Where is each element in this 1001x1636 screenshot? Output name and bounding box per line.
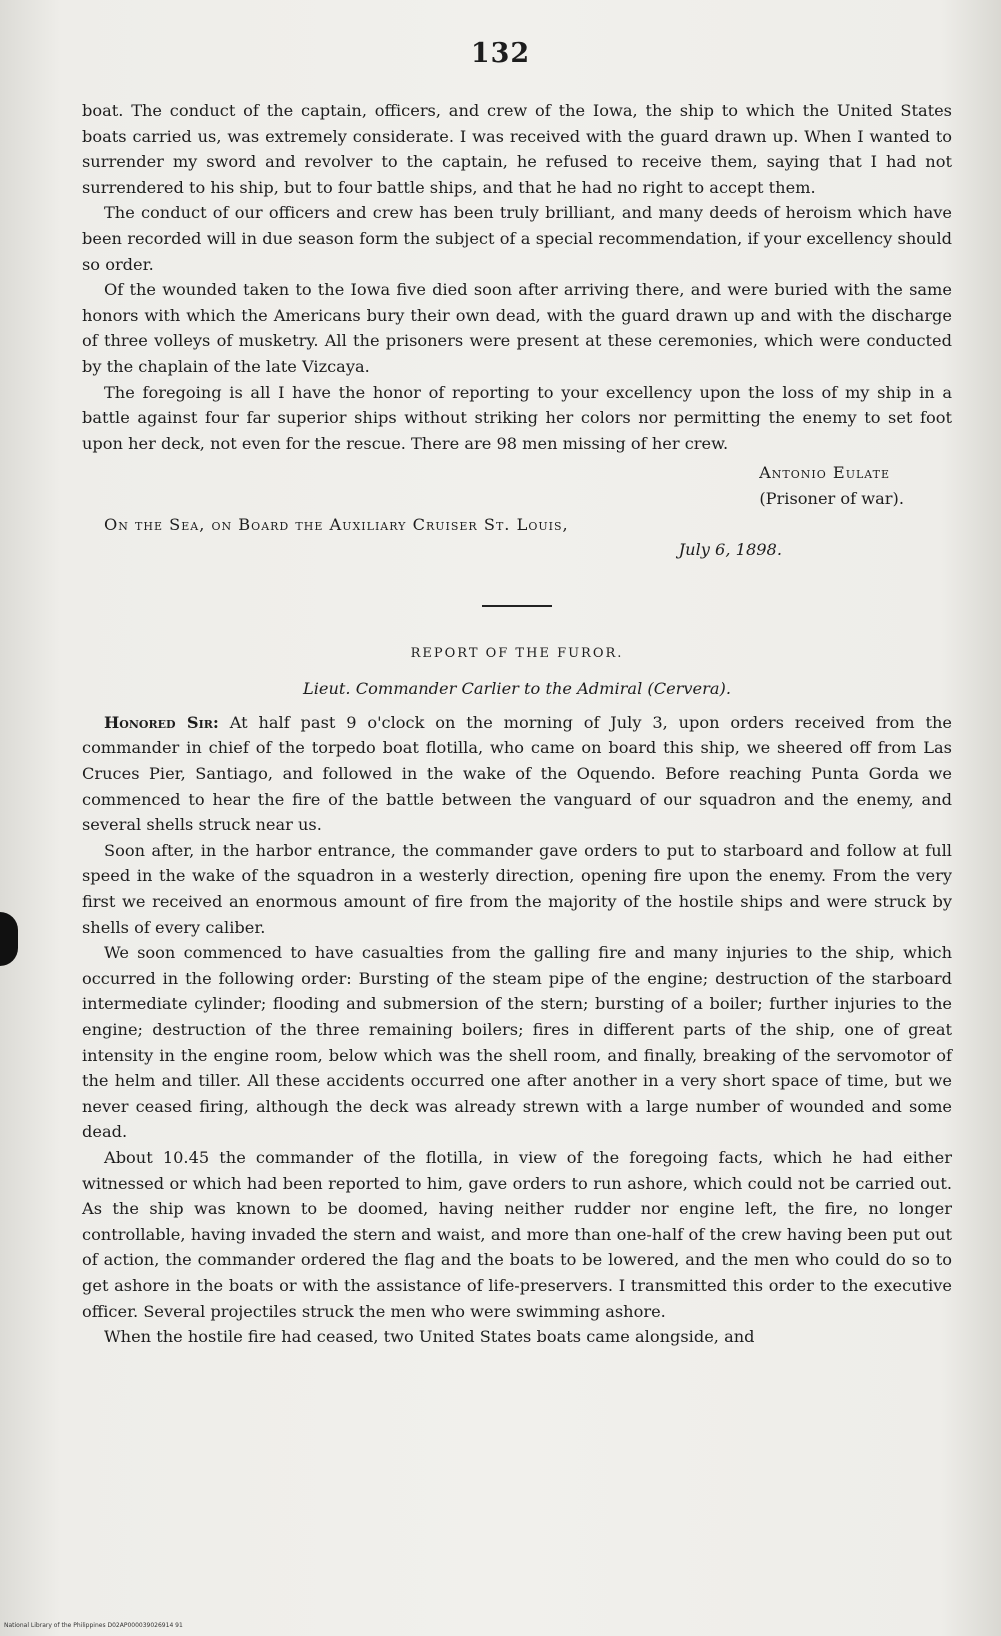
paragraph: The conduct of our officers and crew has been truly brilliant, and many deeds of heroism which have been recorded will in due season form the subject of a special recommendation, if your excellency should so order. [82, 203, 952, 274]
body-text [82, 98, 952, 1350]
section-divider [482, 605, 552, 607]
paragraph: When the hostile fire had ceased, two United States boats came alongside, and [104, 1327, 755, 1347]
scan-footer-reference: National Library of the Philippines D02AP000039026914 91 [4, 1622, 183, 1629]
report-title: REPORT OF THE FUROR. [410, 645, 624, 661]
paragraph: boat. The conduct of the captain, officers, and crew of the Iowa, the ship to which the United States boats carried us, was extremely considerate. I was received with the guard drawn up. When I wanted to surrender my sword and revolver to the captain, he refused to receive them, saying that I had not surrendered to his ship, but to four battle ships, and that he had no right to accept them. [82, 101, 952, 197]
salutation: Honored Sir: [104, 712, 219, 732]
place-line: On the Sea, on Board the Auxiliary Cruiser St. Louis, [104, 514, 569, 534]
paragraph [82, 710, 952, 838]
paragraph: We soon commenced to have casualties from the galling fire and many injuries to the ship, which occurred in the following order: Bursting of the steam pipe of the engine; destruction of the starboard intermediate cylinder; flooding and submersion of the stern; bursting of a boiler; further injuries to the engine; destruction of the three remaining boilers; fires in different parts of the ship, one of great intensity in the engine room, below which was the shell room, and finally, breaking of the servomotor of the helm and tiller. All these accidents occurred one after another in a very short space of time, but we never ceased firing, although the deck was already strewn with a large number of wounded and some dead. [82, 943, 952, 1142]
paragraph: Of the wounded taken to the Iowa five died soon after arriving there, and were buried with the same honors with which the Americans bury their own dead, with the guard drawn up and with the discharge of three volleys of musketry. All the prisoners were present at these ceremonies, which were conducted by the chaplain of the late Vizcaya. [82, 280, 952, 376]
signature-name: Antonio Eulate [759, 463, 890, 483]
paragraph: Soon after, in the harbor entrance, the commander gave orders to put to starboard and follow at full speed in the wake of the squadron in a westerly direction, opening fire upon the enemy. From the very first we received an enormous amount of fire from the majority of the hostile ships and were struck by shells of every caliber. [82, 840, 952, 937]
paragraph-text: At half past 9 o'clock on the morning of July 3, upon orders received from the commander in chief of the torpedo boat flotilla, who came on board this ship, we sheered off from Las Cruces Pier, Santiago, and followed in the wake of the Oquendo. Before reaching Punta Gorda we commenced to hear the fire of the battle between the vanguard of our squadron and the enemy, and several shells struck near us. [82, 712, 952, 835]
scan-blot [0, 912, 18, 966]
paragraph: About 10.45 the commander of the flotilla, in view of the foregoing facts, which he had either witnessed or which had been reported to him, gave orders to run ashore, which could not be carried out. As the ship was known to be doomed, having neither rudder nor engine left, the fire, no longer controllable, having invaded the stern and waist, and more than one-half of the crew having been put out of action, the commander ordered the flag and the boats to be lowered, and the men who could do so to get ashore in the boats or with the assistance of life-preservers. I transmitted this order to the executive officer. Several projectiles struck the men who were swimming ashore. [82, 1147, 952, 1321]
report-subtitle: Lieut. Commander Carlier to the Admiral (Cervera). [303, 679, 731, 699]
signature-status: (Prisoner of war). [759, 488, 904, 508]
page-number: 132 [470, 38, 531, 69]
paragraph: The foregoing is all I have the honor of reporting to your excellency upon the loss of my ship in a battle against four far superior ships without striking her colors nor permitting the enemy to set foot upon her deck, not even for the rescue. There are 98 men missing of her crew. [82, 382, 952, 453]
date-line: July 6, 1898. [678, 540, 782, 560]
